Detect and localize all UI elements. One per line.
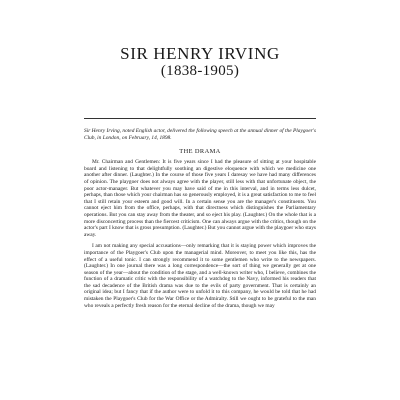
body-paragraph-2: I am not making any special accusations—only remarking that it is staying power which improves the importance of the Playgoer's Club upon the managerial mind. Moreover, to meet you like this, has the effect of a useful tonic. I can strongly recommend it to some gentlemen who write to the newspapers. (Laughter.) In one journal there was a long correspondence—the sort of thing we generally get at one season of the year—about the condition of the stage, and a well-known writer who, I believe, combines the function of a dramatic critic with the responsibility of a watchdog to the Navy, informed his readers that the sad decadence of the British drama was due to the evils of party government. That is certainly an original idea; but I fancy that if the author were to unfold it to this company, he would be told that he had mistaken the Playgoer's Club for the War Office or the Admiralty. Still we ought to be grateful to the man who reveals a perfectly fresh reason for the eternal decline of the drama, though we may — [84, 243, 316, 309]
life-dates: (1838-1905) — [160, 63, 240, 79]
body-paragraph-1: Mr. Chairman and Gentlemen: It is five years since I had the pleasure of sitting at your hospitable board and listening to that delightfully soothing an digestive eloquence with which we medicine one another after dinner. (Laughter.) In the course of those five years I daresay we have had many differences of opinion. The playgoer does not always agree with the player, still less with that unfortunate object, the poor actor-manager. But whatever you may have said of me in this interval, and in terms less dulcet, perhaps, than those which your chairman has so generously employed, it is a great satisfaction to me to feel that I still retain your esteem and good will. In a certain sense you are the manager's constituents. You cannot eject him from the office, perhaps, with that directness which distinguishes the Parliamentary operations. But you can stay away from the theater, and so eject his play. (Laughter.) On the whole that is a more disconcerting process than the fiercest criticism. One can always argue with the critics, though on the actor's part I know that is gross presumption. (Laughter.) But you cannot argue with the playgoer who stays away. — [84, 159, 316, 238]
section-heading: THE DRAMA — [179, 148, 221, 156]
page-title: SIR HENRY IRVING — [120, 44, 280, 63]
header-divider — [84, 118, 316, 119]
intro-note: Sir Henry Irving, noted English actor, delivered the following speech at the annual dinner of the Playgoer's Club, in London, on February, 14, 1898. — [84, 128, 316, 141]
